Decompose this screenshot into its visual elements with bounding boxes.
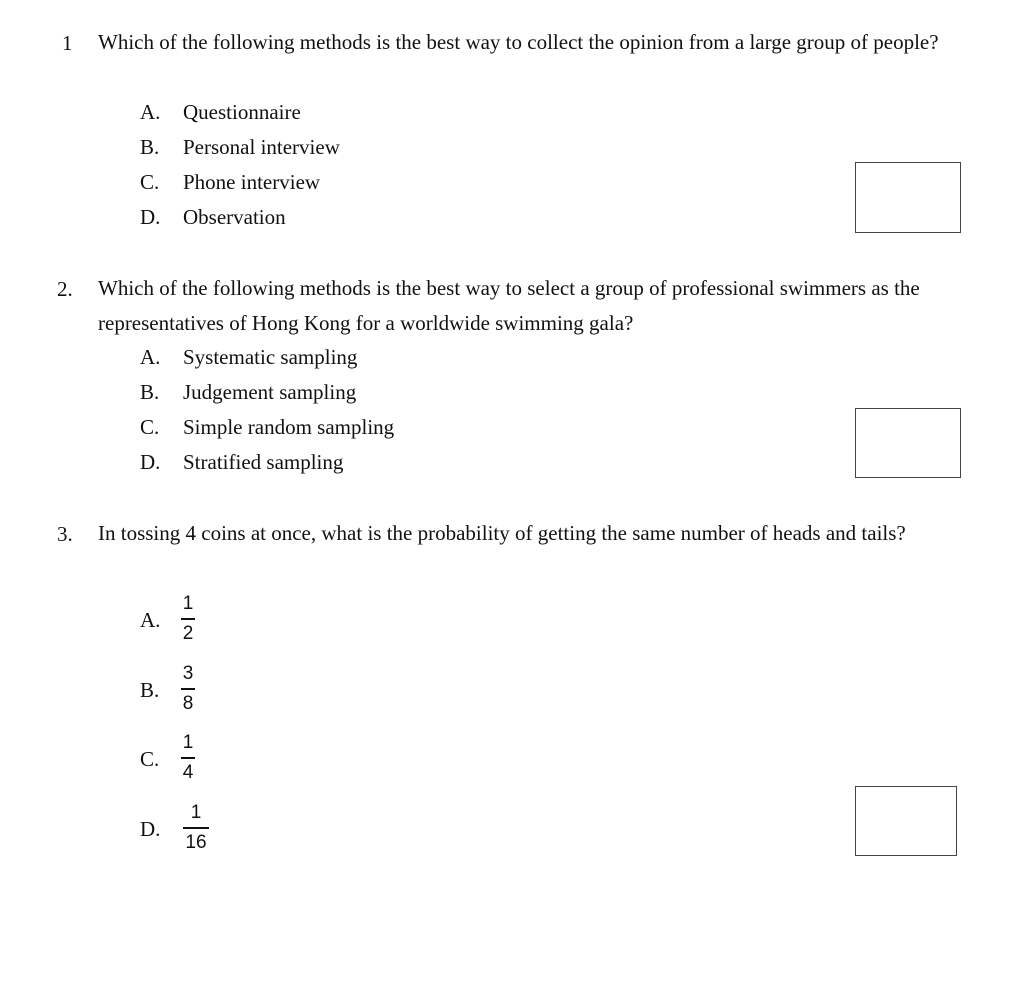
fraction-bar [183,827,209,829]
fraction-bar [181,688,195,690]
option-letter: A. [140,100,161,124]
fraction-numerator: 1 [182,732,194,753]
option-text: Systematic sampling [183,345,358,369]
fraction [181,732,195,784]
fraction-denominator: 8 [182,692,194,714]
question-2-answer-box[interactable] [855,408,961,478]
option-letter: D. [140,205,161,229]
question-1-answer-box[interactable] [855,162,961,233]
option-letter: D. [140,817,161,841]
question-1-text: Which of the following methods is the best way to collect the opinion from a large group of people? [98,30,939,54]
fraction-bar [181,757,195,759]
fraction-numerator: 1 [190,802,202,823]
option-letter: B. [140,380,160,404]
question-1-number: 1 [62,31,73,55]
option-text: Judgement sampling [183,380,357,404]
option-letter: D. [140,450,161,474]
option-letter: B. [140,135,160,159]
option-text: Phone interview [183,170,321,194]
option-text: Stratified sampling [183,450,344,474]
fraction-bar [181,618,195,620]
option-text: Personal interview [183,135,340,159]
option-letter: A. [140,345,161,369]
fraction-numerator: 3 [182,663,194,684]
fraction-denominator: 4 [182,761,194,783]
fraction [181,593,195,645]
question-2-text: Which of the following methods is the best way to select a group of professional swimmers as the representatives of Hong Kong for a worldwide swimming gala? [98,276,920,335]
option-text: Observation [183,205,286,229]
question-3-answer-box[interactable] [855,786,957,856]
question-3-number: 3. [57,522,73,546]
option-letter: C. [140,170,160,194]
question-3-text: In tossing 4 coins at once, what is the probability of getting the same number of heads and tails? [98,521,906,545]
fraction [181,663,195,715]
option-letter: C. [140,747,160,771]
fraction-denominator: 16 [185,831,207,853]
option-text: Questionnaire [183,100,301,124]
option-letter: A. [140,608,161,632]
question-2-number: 2. [57,277,73,301]
fraction [183,802,209,854]
option-letter: B. [140,678,160,702]
option-text: Simple random sampling [183,415,395,439]
fraction-numerator: 1 [182,593,194,614]
fraction-denominator: 2 [182,622,194,644]
option-letter: C. [140,415,160,439]
